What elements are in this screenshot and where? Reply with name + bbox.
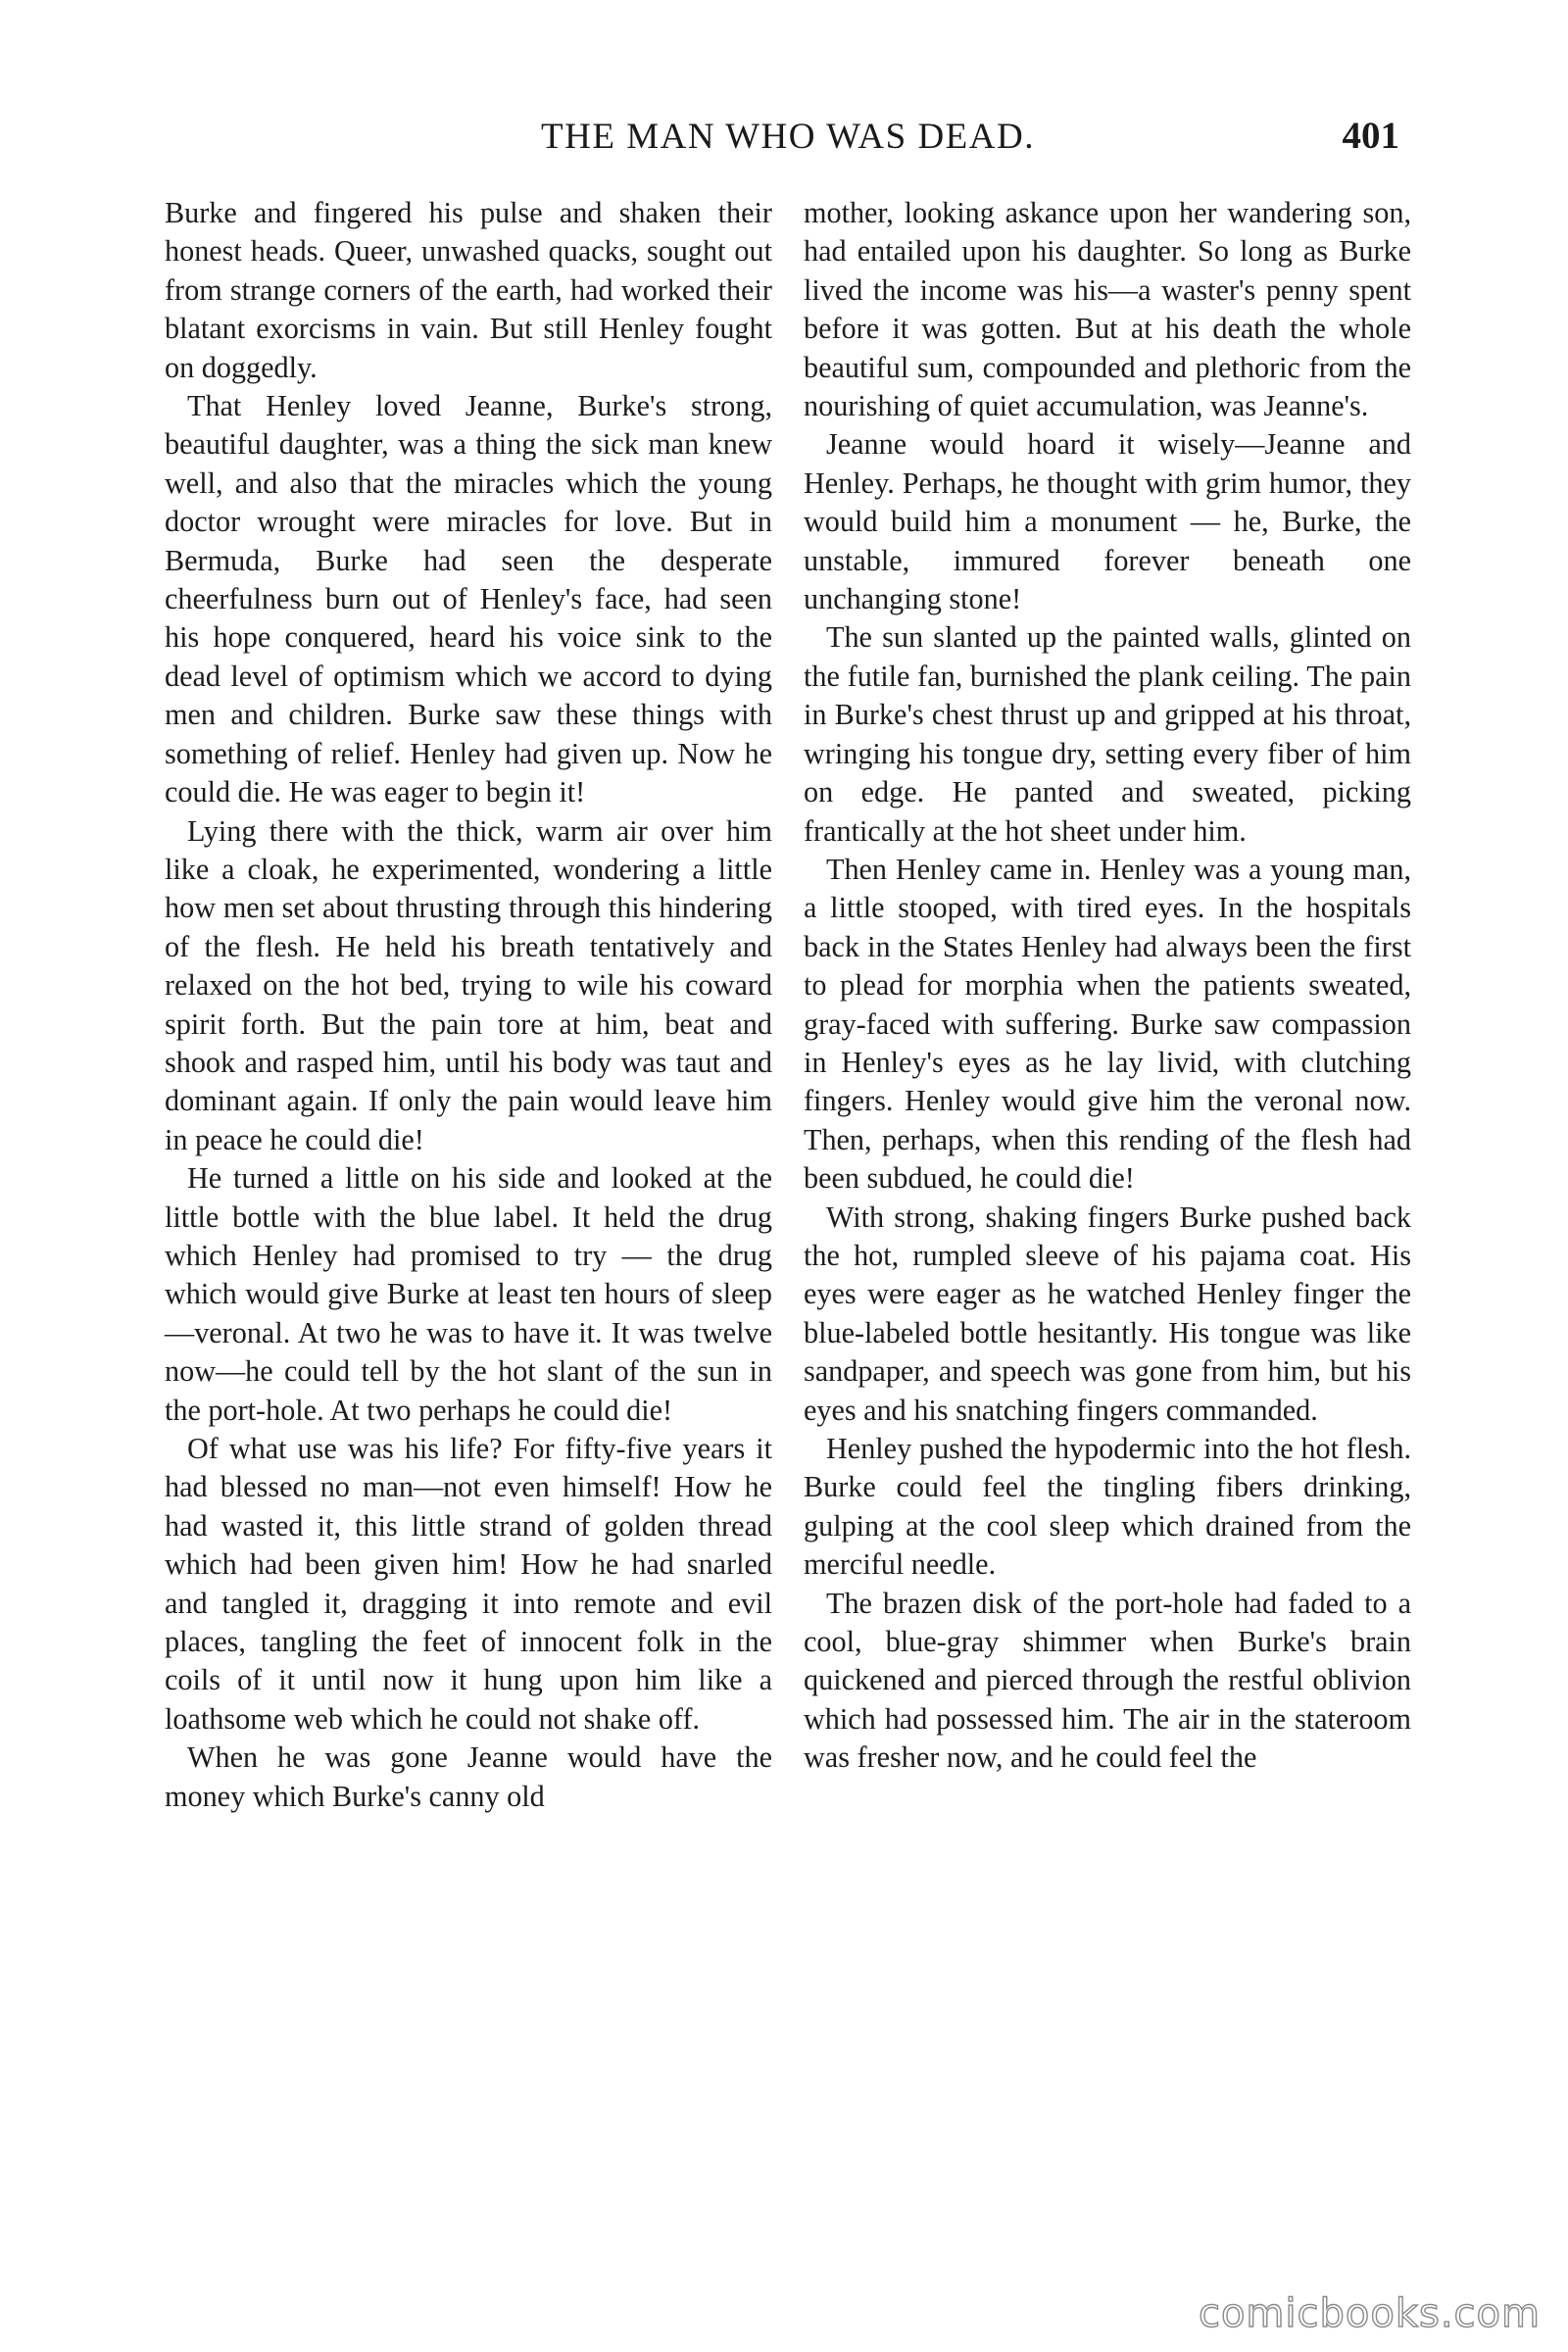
paragraph: The sun slanted up the painted walls, glinted on the futile fan, burnished the plank ceiling. The pain in Burke's chest thrust up and gripped at his throat, wringing his tongue dry, setting every fiber of him on edge. He panted and sweated, picking frantically at the hot sheet under him. bbox=[804, 620, 1411, 848]
paragraph: He turned a little on his side and looked at the little bottle with the blue label. It held the drug which Henley had promised to try — the drug which would give Burke at least ten hours of sleep—veronal. At two he was to have it. It was twelve now—he could tell by the hot slant of the sun in the port-hole. At two perhaps he could die! bbox=[165, 1161, 772, 1427]
left-column bbox=[165, 194, 772, 1816]
paragraph: That Henley loved Jeanne, Burke's strong, beautiful daughter, was a thing the sick man knew well, and also that the miracles which the young doctor wrought were miracles for love. But in Bermuda, Burke had seen the desperate cheerfulness burn out of Henley's face, had seen his hope conquered, heard his voice sink to the dead level of optimism which we accord to dying men and children. Burke saw these things with something of relief. Henley had given up. Now he could die. He was eager to begin it! bbox=[165, 389, 772, 809]
paragraph: Henley pushed the hypodermic into the hot flesh. Burke could feel the tingling fibers drinking, gulping at the cool sleep which drained from the merciful needle. bbox=[804, 1432, 1411, 1582]
paragraph: Lying there with the thick, warm air over him like a cloak, he experimented, wondering a little how men set about thrusting through this hindering of the flesh. He held his breath tentatively and relaxed on the hot bed, trying to wile his coward spirit forth. But the pain tore at him, beat and shook and rasped him, until his body was taut and dominant again. If only the pain would leave him in peace he could die! bbox=[165, 813, 772, 1156]
paragraph: With strong, shaking fingers Burke pushed back the hot, rumpled sleeve of his pajama coat. His eyes were eager as he watched Henley finger the blue-labeled bottle hesitantly. His tongue was like sandpaper, and speech was gone from him, but his eyes and his snatching fingers commanded. bbox=[804, 1200, 1411, 1427]
paragraph: When he was gone Jeanne would have the money which Burke's canny old bbox=[165, 1740, 772, 1813]
paragraph: Of what use was his life? For fifty-five years it had blessed no man—not even himself! How he had wasted it, this little strand of golden thread which had been given him! How he had snarled and tangled it, dragging it into remote and evil places, tangling the feet of innocent folk in the coils of it until now it hung upon him like a loathsome web which he could not shake off. bbox=[165, 1432, 772, 1736]
running-head bbox=[165, 116, 1411, 174]
paragraph: mother, looking askance upon her wandering son, had entailed upon his daughter. So long as Burke lived the income was his—a waster's penny spent before it was gotten. But at his death the whole beautiful sum, compounded and plethoric from the nourishing of quiet accumulation, was Jeanne's. bbox=[804, 196, 1411, 423]
page-number: 401 bbox=[1342, 115, 1399, 157]
paragraph: The brazen disk of the port-hole had faded to a cool, blue-gray shimmer when Burke's brain quickened and pierced through the restful oblivion which had possessed him. The air in the stateroom was fresher now, and he could feel the bbox=[804, 1586, 1411, 1775]
paragraph: Then Henley came in. Henley was a young man, a little stooped, with tired eyes. In the hospitals back in the States Henley had always been the first to plead for morphia when the patients sweated, gray-faced with suffering. Burke saw compassion in Henley's eyes as he lay livid, with clutching fingers. Henley would give him the veronal now. Then, perhaps, when this rending of the flesh had been subdued, he could die! bbox=[804, 852, 1411, 1196]
right-column bbox=[804, 194, 1411, 1778]
paragraph: Burke and fingered his pulse and shaken their honest heads. Queer, unwashed quacks, sought out from strange corners of the earth, had worked their blatant exorcisms in vain. But still Henley fought on doggedly. bbox=[165, 196, 772, 384]
watermark: comicbooks.com bbox=[1198, 2291, 1541, 2336]
paragraph: Jeanne would hoard it wisely—Jeanne and Henley. Perhaps, he thought with grim humor, they would build him a monument — he, Burke, the unstable, immured forever beneath one unchanging stone! bbox=[804, 427, 1411, 616]
running-title: THE MAN WHO WAS DEAD. bbox=[541, 117, 1035, 157]
